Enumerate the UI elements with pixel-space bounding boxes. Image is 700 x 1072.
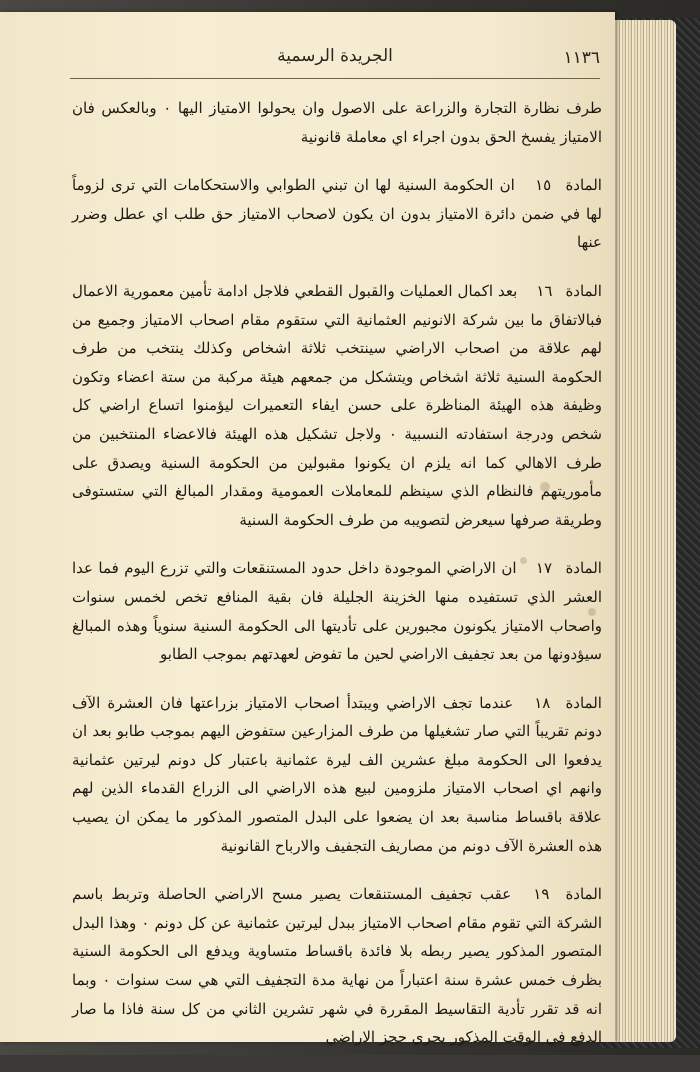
page-header — [70, 40, 600, 79]
article-label: المادة — [565, 176, 602, 195]
article-label: المادة — [565, 885, 602, 904]
article-number: ١٨ — [534, 693, 551, 712]
article-16 — [72, 277, 602, 534]
article-15 — [72, 171, 602, 257]
article-label: المادة — [565, 559, 602, 578]
article-number: ١٥ — [535, 176, 552, 195]
paragraph-text: بعد اكمال العمليات والقبول القطعي فلاجل ادامة تأمين معمورية الاعمال فبالاتفاق ما بين شركة الانونيم العثمانية التي ستقوم مقام اصحاب الامتياز وجميع من لهم علاقة من اصحاب الاراضي سينتخب ثلاثة اشخاص وكذلك ينتخب من طرف الحكومة السنية ثلاثة اشخاص ويتشكل من جمعهم هيئة مركبة من ستة اعضاء وتكون وظيفة هذه الهيئة المناظرة على حسن ايفاء التعميرات ليؤمنوا اتساع اراضي كل شخص ودرجة استفادته النسبية ٠ ولاجل تشكيل هذه الهيئة فالاعضاء المنتخبين من طرف الاهالي كما انه يلزم ان يكونوا مقبولين من الحكومة السنية ويصدق على مأموريتهم فالنظام الذي سينظم للمعاملات العمومية ومقدار المبالغ التي ستستوفى وطريقة صرفها سيعرض لتصويبه من طرف الحكومة السنية — [72, 281, 602, 529]
article-18 — [72, 689, 602, 861]
article-label: المادة — [565, 693, 602, 712]
article-19 — [72, 880, 602, 1052]
article-label: المادة — [565, 281, 602, 300]
article-number: ١٩ — [533, 885, 550, 904]
paragraph-text: ان الحكومة السنية لها ان تبني الطوابي والاستحكامات التي ترى لزوماً لها في ضمن دائرة الامتياز بدون ان يكون لاصحاب الامتياز حق طلب اي عطل وضرر عنها — [72, 176, 602, 252]
paragraph-continuation — [72, 94, 602, 151]
running-title: الجريدة الرسمية — [277, 46, 393, 66]
paragraph-text: عندما تجف الاراضي ويبتدأ اصحاب الامتياز بزراعتها فان العشرة الآف دونم تقريباً التي صار تشغيلها من طرف المزارعين ستفوض اليهم بموجب طابو بعد ان يدفعوا الى الحكومة مبلغ عشرين الف ليرة عثمانية باعتبار كل دونم ليرتين عثمانية وانهم اي اصحاب الامتياز ملزومين لبيع هذه الاراضي الى الزراع القدماء الذين لهم علاقة باقساط مناسبة بعد ان يضعوا على البدل المتصور المذكور ما يمكن ان يصيب هذه العشرة الآف دونم من مصاريف التجفيف والارباح القانونية — [72, 693, 602, 855]
paragraph-text: ان الاراضي الموجودة داخل حدود المستنقعات والتي تزرع اليوم فما عدا العشر الذي تستفيده منها الخزينة الجليلة فان بقية المنافع تخص لخمس سنوات واصحاب الامتياز يكونون مجبورين على تأديتها الى الحكومة السنية سنوياً وهذه المبالغ سيؤدونها من بعد تجفيف الاراضي لحين ما تفوض لعهدتهم بموجب الطابو — [72, 559, 602, 664]
article-number: ١٦ — [536, 281, 553, 300]
body-text — [72, 94, 602, 1072]
paragraph-text: عقب تجفيف المستنقعات يصير مسح الاراضي الحاصلة وتربط باسم الشركة التي تقوم مقام اصحاب الامتياز ببدل ليرتين عثمانية عن كل دونم ٠ وهذا البدل المتصور المذكور يصير ربطه بلا فائدة باقساط متساوية ويدفع الى الحكومة السنية بظرف خمس عشرة سنة اعتباراً من نهاية مدة التجفيف التي هي ست سنوات ٠ وبما انه قد تقرر تأدية التقاسيط المقررة في شهر تشرين الثاني من كل سنة فاذا ما صار الدفع في الوقت المذكور يجري حجز الاراضي — [72, 885, 602, 1047]
paragraph-text: طرف نظارة التجارة والزراعة على الاصول وان يحولوا الامتياز اليها ٠ وبالعكس فان الامتياز يفسخ الحق بدون اجراء اي معاملة قانونية — [72, 99, 602, 146]
article-17 — [72, 554, 602, 668]
page-number: ١١٣٦ — [563, 48, 600, 68]
article-number: ١٧ — [535, 559, 553, 578]
